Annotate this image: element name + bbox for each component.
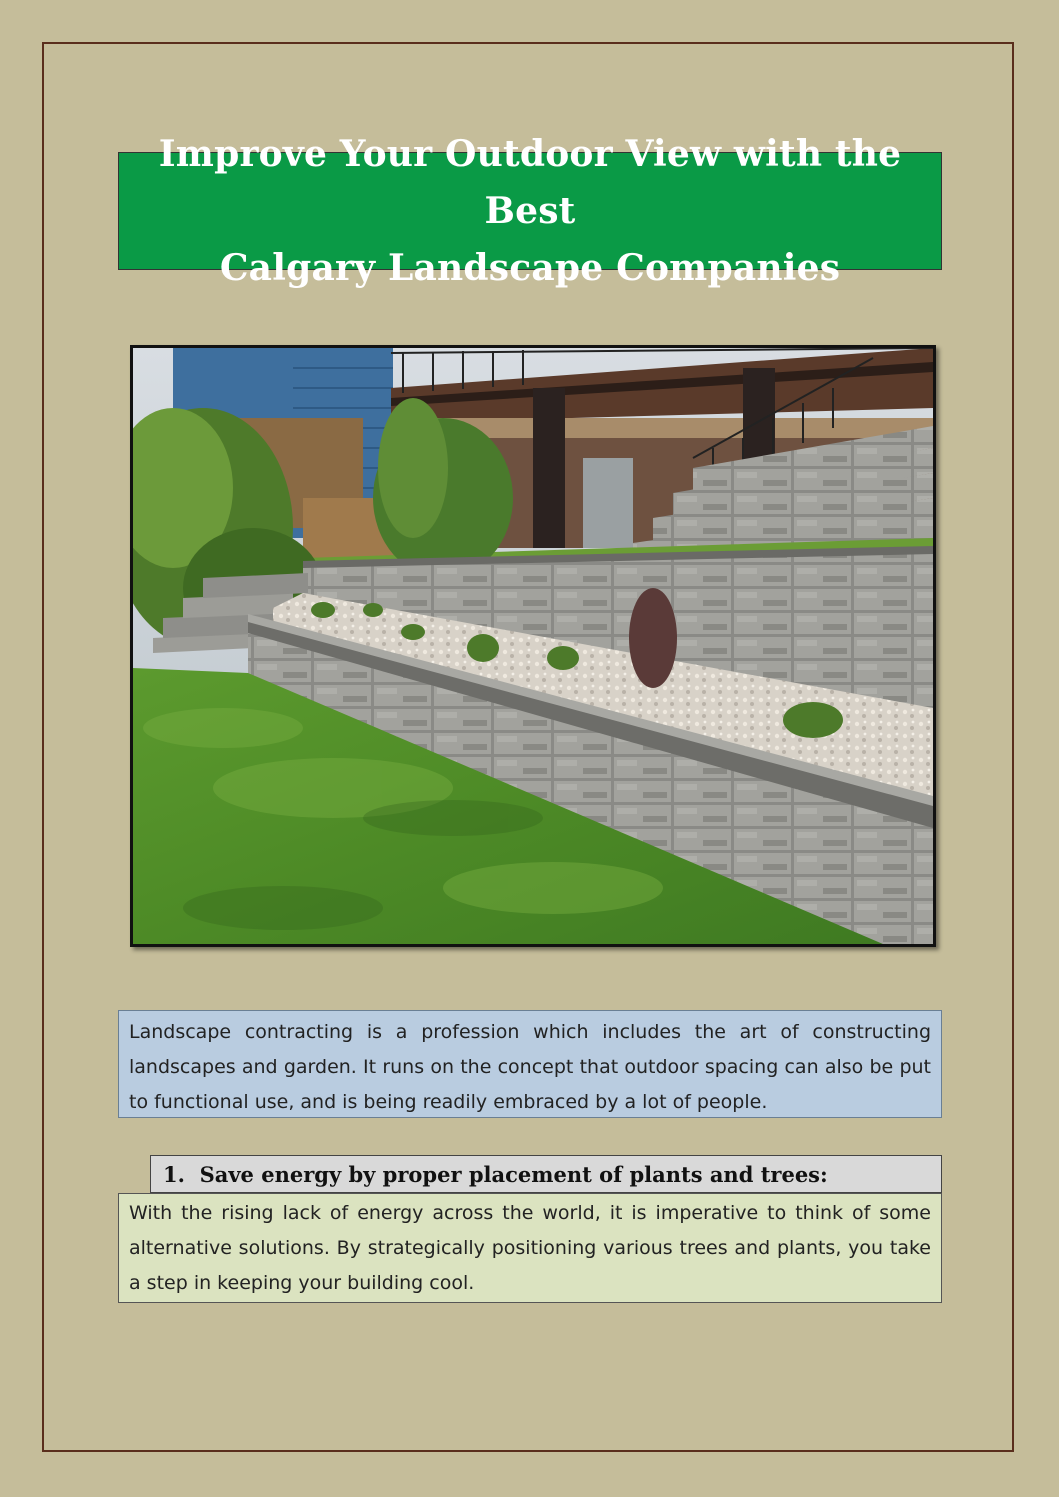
title-banner — [118, 132, 942, 289]
page-title — [119, 126, 941, 297]
section-1-title — [163, 1162, 828, 1187]
landscape-photo-icon — [133, 348, 933, 944]
section-1-text: With the rising lack of energy across the world, it is imperative to think of some alternative solutions. By strategically positioning various trees and plants, you take a step in keeping your building cool. — [129, 1202, 931, 1294]
intro-box — [118, 1010, 942, 1118]
section-1-box — [118, 1193, 942, 1303]
section-1-number: 1. — [163, 1161, 185, 1187]
landscape-photo — [130, 345, 936, 947]
title-line-2: Calgary Landscape Companies — [219, 246, 841, 289]
title-line-1: Improve Your Outdoor View with the Best — [158, 132, 902, 232]
section-1-heading — [150, 1155, 942, 1193]
intro-text: Landscape contracting is a profession which includes the art of constructing landscapes and garden. It runs on the concept that outdoor spacing can also be put to functional use, and is being readily embraced by a lot of people. — [129, 1021, 931, 1113]
section-1-heading-text: Save energy by proper placement of plants and trees: — [199, 1161, 828, 1187]
